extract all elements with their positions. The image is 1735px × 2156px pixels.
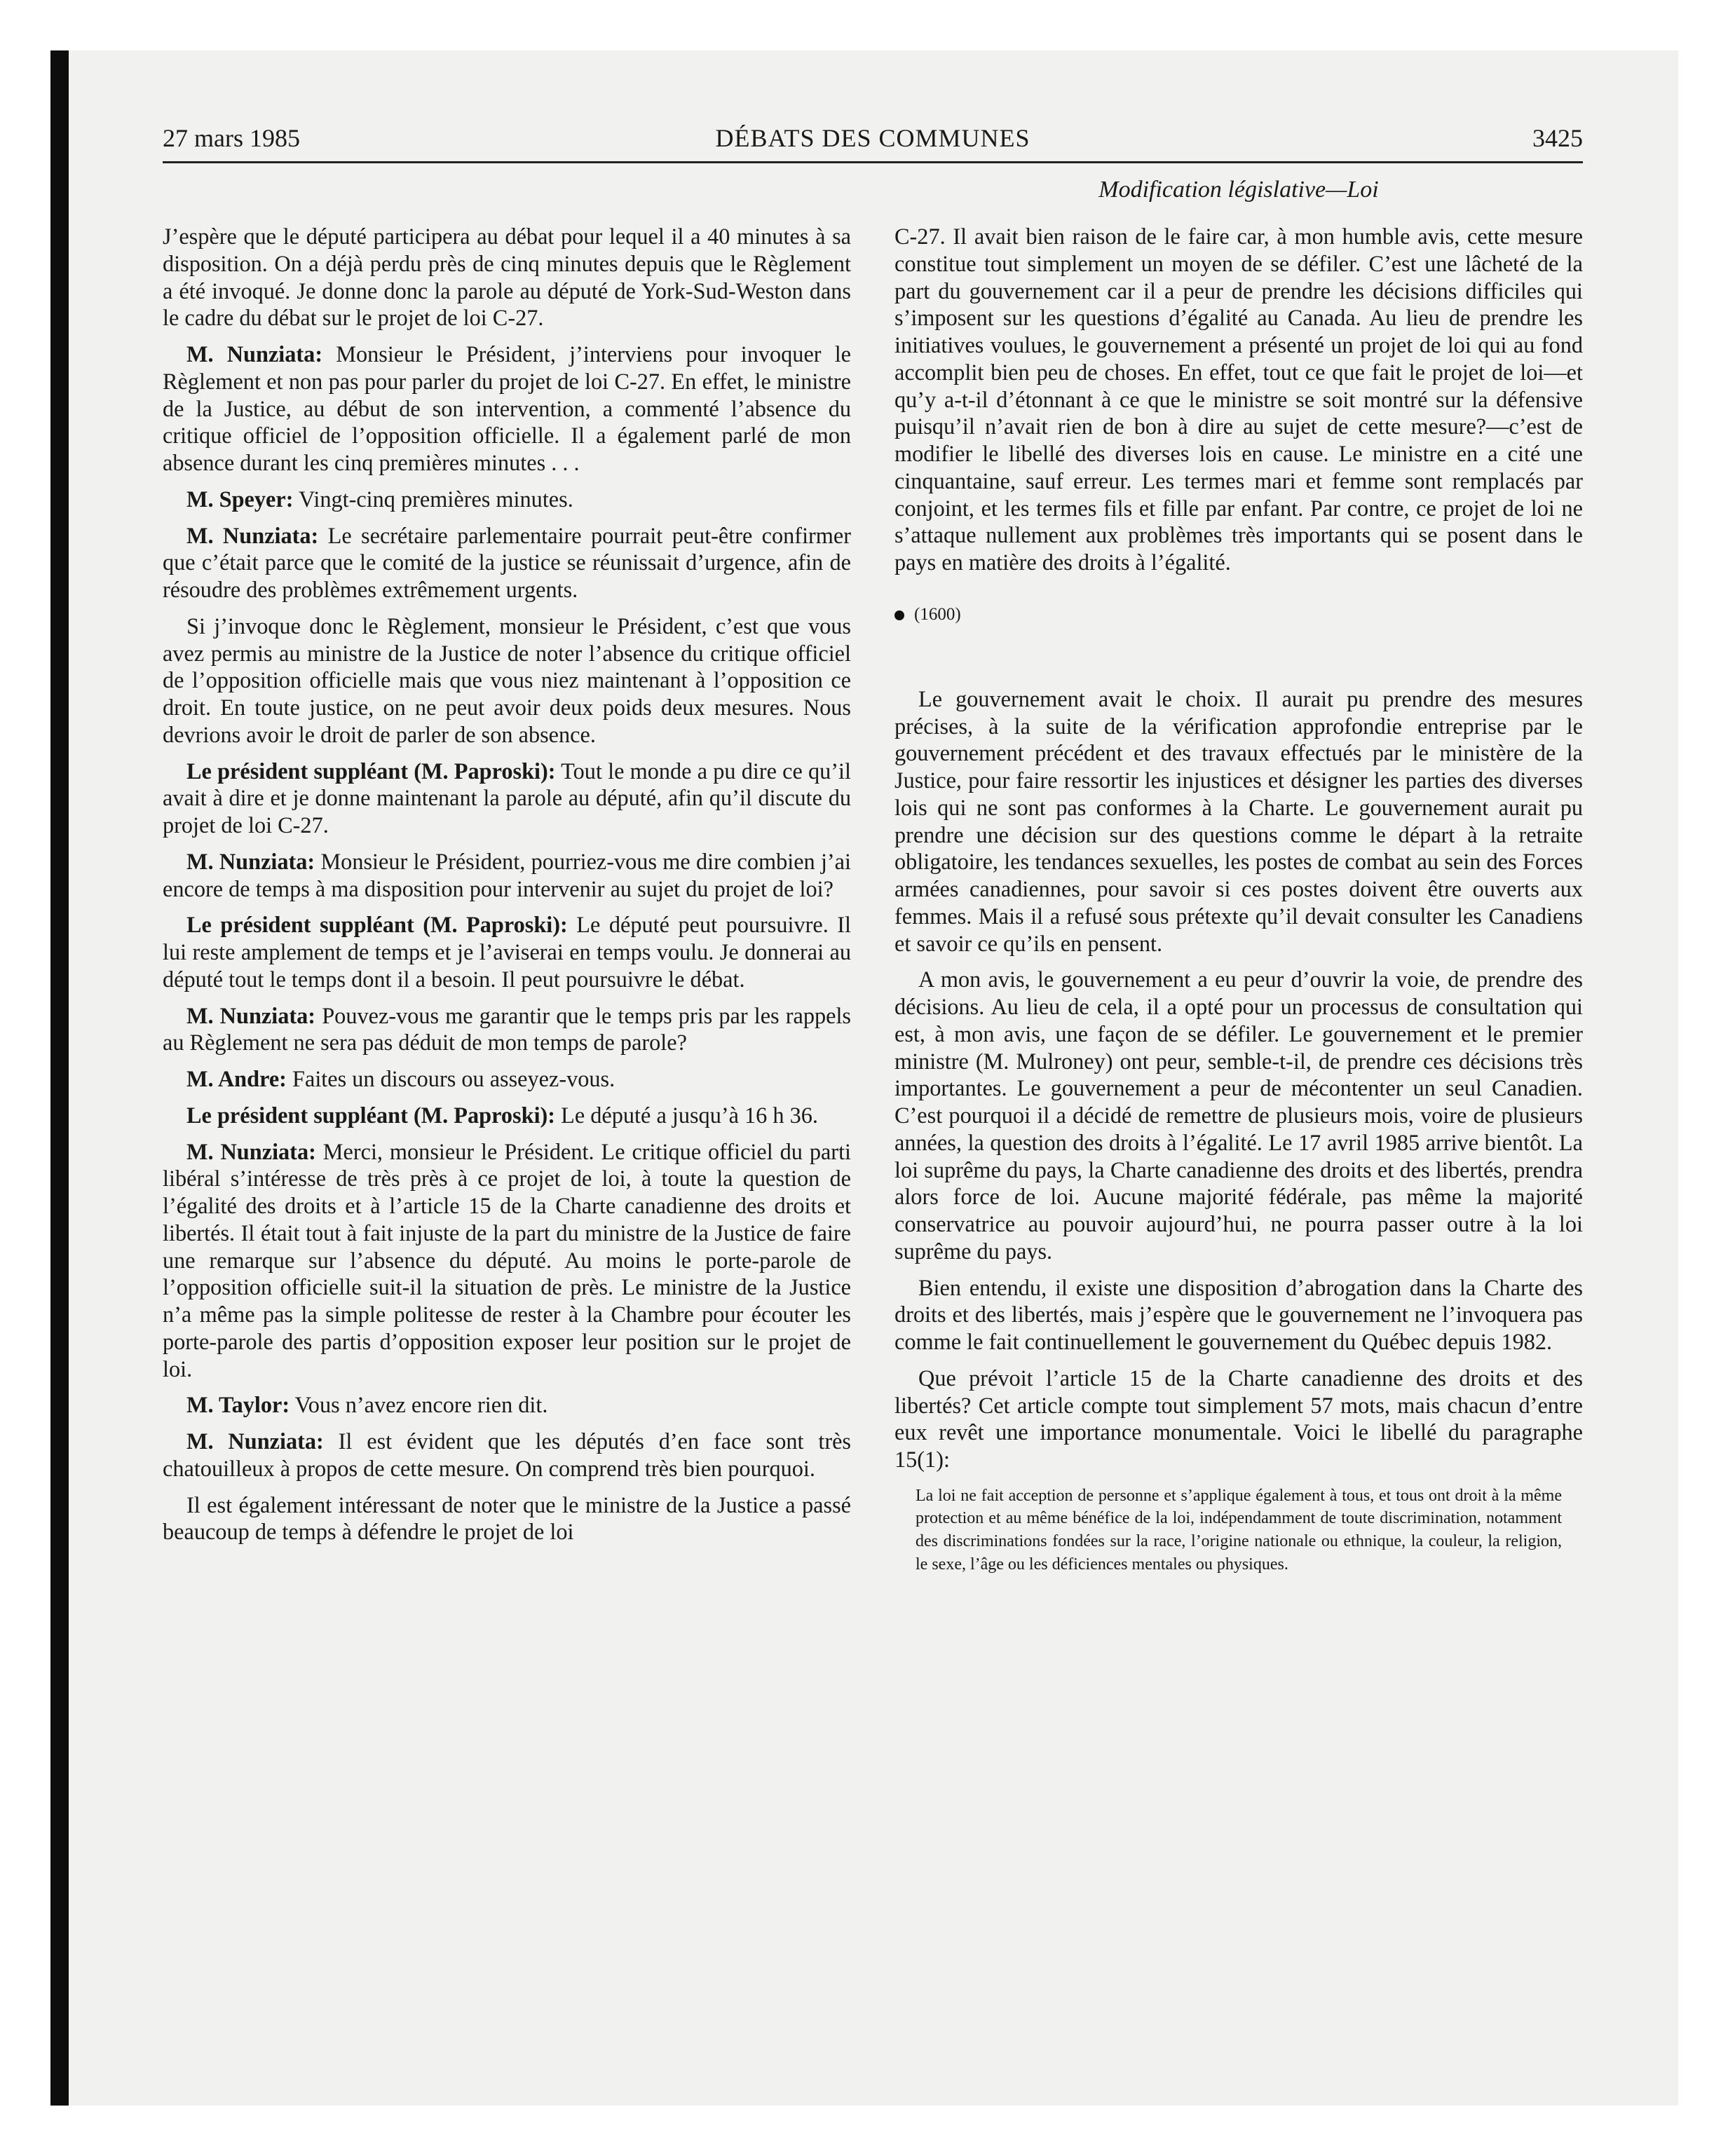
paragraph: Le président suppléant (M. Paproski): Tout le monde a pu dire ce qu’il avait à dire et je donne maintenant la parole au député, afin qu’il discute du projet de loi C-27.	[163, 758, 852, 838]
paragraph: Bien entendu, il existe une disposition d’abrogation dans la Charte des droits et des libertés, mais j’espère que le gouvernement ne l’invoquera pas comme le fait continuellement le gouvernement du Québec depuis 1982.	[894, 1274, 1583, 1354]
paragraph: Le président suppléant (M. Paproski): Le député a jusqu’à 16 h 36.	[186, 1102, 818, 1128]
speaker-name: M. Nunziata:	[186, 1428, 324, 1454]
paragraph: Le président suppléant (M. Paproski): Le député peut poursuivre. Il lui reste amplement de temps et je l’aviserai en temps voulu. Je donnerai au député tout le temps dont il a besoin. Il peut poursuivre le débat.	[163, 912, 851, 992]
header-publication: DÉBATS DES COMMUNES	[715, 124, 1030, 152]
header-page-number: 3425	[1532, 124, 1583, 152]
paragraph: Si j’invoque donc le Règlement, monsieur le Président, c’est que vous avez permis au ministre de la Justice de noter l’absence du critique officiel de l’opposition officielle mais que vous niez maintenant à l’opposition ce droit. En toute justice, on ne peut avoir deux poids deux mesures. Nous devrions avoir le droit de parler de son absence.	[163, 613, 851, 747]
section-title: Modification législative—Loi	[1098, 177, 1379, 203]
speaker-name: Le président suppléant (M. Paproski):	[186, 1102, 556, 1128]
right-column	[894, 223, 1583, 1576]
paragraph: Il est également intéressant de noter que le ministre de la Justice a passé beaucoup de temps à défendre le projet de loi	[163, 1492, 851, 1545]
header-date: 27 mars 1985	[163, 124, 300, 152]
speaker-name: M. Taylor:	[186, 1392, 290, 1418]
paragraph: A mon avis, le gouvernement a eu peur d’ouvrir la voie, de prendre des décisions. Au lieu de cela, il a opté pour un processus de consultation qui est, à mon avis, une façon de se défiler. Le gouvernement et le premier ministre (M. Mulroney) ont peur, semble-t-il, de prendre ces décisions très importantes. Le gouvernement a peur de mécontenter un seul Canadien. C’est pourquoi il a décidé de remettre de plusieurs mois, voire de plusieurs années, la question des droits à l’égalité. Le 17 avril 1985 arrive bientôt. La loi suprême du pays, la Charte canadienne des droits et des libertés, prendra alors force de loi. Aucune majorité fédérale, pas même la majorité conservatrice au pouvoir aujourd’hui, ne pourra passer outre à la loi suprême du pays.	[894, 967, 1583, 1264]
speaker-name: M. Nunziata:	[186, 1002, 316, 1028]
speaker-name: M. Speyer:	[186, 486, 294, 512]
scan-edge-bar	[50, 50, 69, 2106]
paragraph: M. Andre: Faites un discours ou asseyez-vous.	[186, 1066, 615, 1091]
time-marker	[894, 604, 1583, 625]
paragraph: Que prévoit l’article 15 de la Charte canadienne des droits et des libertés? Cet article compte tout simplement 57 mots, mais chacun d’entre eux revêt une importance monumentale. Voici le libellé du paragraphe 15(1):	[894, 1365, 1583, 1472]
speaker-name: Le président suppléant (M. Paproski):	[186, 912, 568, 938]
paragraph: M. Nunziata: Pouvez-vous me garantir que le temps pris par les rappels au Règlement ne sera pas déduit de mon temps de parole?	[163, 1002, 852, 1056]
paragraph: M. Nunziata: Monsieur le Président, pourriez-vous me dire combien j’ai encore de temps à ma disposition pour intervenir au sujet du projet de loi?	[163, 848, 851, 901]
speaker-name: Le président suppléant (M. Paproski):	[186, 758, 556, 784]
paragraph: M. Nunziata: Merci, monsieur le Président. Le critique officiel du parti libéral s’intéresse de très près à ce projet de loi, à toute la question de l’égalité des droits et à l’article 15 de la Charte canadienne des droits et libertés. Il était tout à fait injuste de la part du ministre de la Justice de faire une remarque sur l’absence du député. Au moins le porte-parole de l’opposition officielle suit-il la situation de près. Le ministre de la Justice n’a même pas la simple politesse de rester à la Chambre pour écouter les porte-parole des partis d’opposition exposer leur position sur le projet de loi.	[163, 1138, 852, 1381]
time-marker-text: (1600)	[914, 604, 961, 624]
paragraph: Le gouvernement avait le choix. Il aurait pu prendre des mesures précises, à la suite de la vérification approfondie entreprise par le gouvernement précédent et des travaux effectués par le ministère de la Justice, pour faire ressortir les injustices et désigner les parties des diverses lois qui ne sont pas conformes à la Charte. Le gouvernement aurait pu prendre une décision sur des questions comme le départ à la retraite obligatoire, les tendances sexuelles, les postes de combat au sein des Forces armées canadiennes, pour savoir si ces postes doivent être ouverts aux femmes. Mais il a refusé sous prétexte qu’il devait consulter les Canadiens et savoir ce qu’ils en pensent.	[894, 685, 1583, 956]
speaker-name: M. Nunziata:	[186, 522, 319, 548]
paragraph: M. Taylor: Vous n’avez encore rien dit.	[186, 1392, 548, 1418]
speaker-name: M. Nunziata:	[186, 848, 315, 874]
paragraph: M. Nunziata: Monsieur le Président, j’interviens pour invoquer le Règlement et non pas pour parler du projet de loi C-27. En effet, le ministre de la Justice, au début de son intervention, a commenté l’absence du critique officiel de l’opposition officielle. Il a également parlé de mon absence durant les cinq premières minutes . . .	[163, 341, 852, 475]
speaker-name: M. Nunziata:	[186, 1138, 316, 1164]
left-column	[163, 223, 851, 1555]
bullet-icon	[894, 610, 904, 620]
paragraph: M. Speyer: Vingt-cinq premières minutes.	[186, 486, 573, 512]
paragraph: J’espère que le député participera au débat pour lequel il a 40 minutes à sa disposition. On a déjà perdu près de cinq minutes depuis que le Règlement a été invoqué. Je donne donc la parole au député de York-Sud-Weston dans le cadre du débat sur le projet de loi C-27.	[163, 224, 851, 331]
speaker-name: M. Nunziata:	[186, 341, 323, 367]
paragraph: M. Nunziata: Le secrétaire parlementaire pourrait peut-être confirmer que c’était parce que le comité de la justice se réunissait d’urgence, afin de résoudre des problèmes extrêmement urgents.	[163, 522, 852, 602]
paragraph: C-27. Il avait bien raison de le faire car, à mon humble avis, cette mesure constitue tout simplement un moyen de se défiler. C’est une lâcheté de la part du gouvernement car il a peur de prendre les décisions difficiles qui s’imposent sur les questions d’égalité au Canada. Au lieu de prendre les initiatives voulues, le gouvernement a présenté un projet de loi qui au fond accomplit bien peu de choses. En effet, tout ce que fait le projet de loi—et qu’y a-t-il d’étonnant à ce que le ministre se soit montré sur la défensive puisqu’il n’avait rien de bon à dire au sujet de cette mesure?—c’est de modifier le libellé des diverses lois en cause. Le ministre en a cité une cinquantaine, sauf erreur. Les termes mari et femme sont remplacés par conjoint, et les termes fils et fille par enfant. Par contre, ce projet de loi ne s’attaque nullement aux problèmes très importants qui se posent dans le pays en matière des droits à l’égalité.	[894, 224, 1583, 575]
speaker-name: M. Andre:	[186, 1066, 287, 1091]
page-header	[163, 123, 1583, 165]
charter-quote: La loi ne fait acception de personne et s’applique également à tous, et tous ont droit à la même protection et au même bénéfice de la loi, indépendamment de toute discrimination, notamment des discriminations fondées sur la race, l’origine nationale ou ethnique, la couleur, la religion, le sexe, l’âge ou les déficiences mentales ou physiques.	[916, 1486, 1562, 1574]
header-rule	[163, 161, 1583, 163]
paragraph: M. Nunziata: Il est évident que les députés d’en face sont très chatouilleux à propos de cette mesure. On comprend très bien pourquoi.	[163, 1428, 851, 1481]
